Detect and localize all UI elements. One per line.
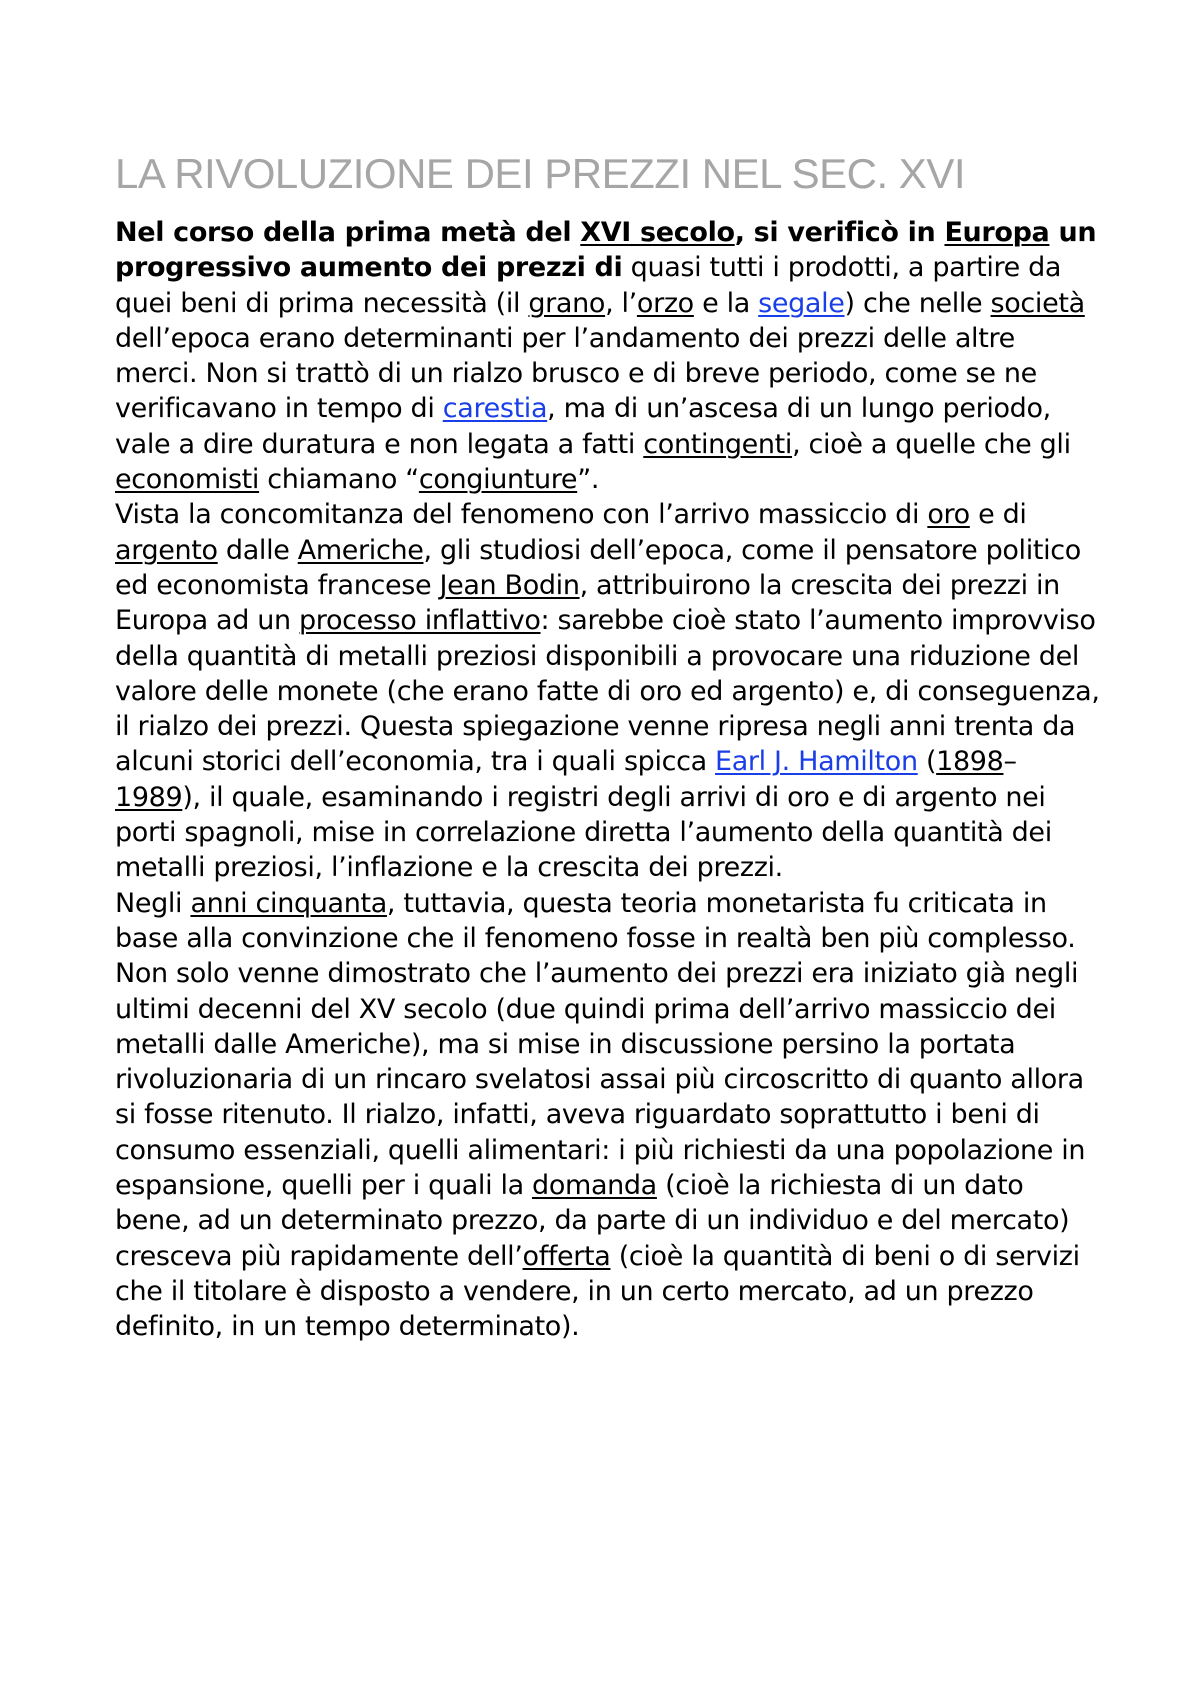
text-span: , attribuirono la crescita dei prezzi in Europa ad un: [115, 569, 1060, 637]
text-span: : sarebbe cioè stato l’aumento improvviso della quantità di metalli preziosi disponibili a provocare una riduzione del valore delle monete (che erano fatte di oro ed argento) e, di conseguenza, il rialzo dei prezzi. Questa spiegazione venne ripresa negli anni trenta da alcuni storici dell’economia, tra i quali spicca: [115, 605, 1100, 778]
text-span: , ma di un’ascesa di un lungo periodo, vale a dire duratura e non legata a fatti: [115, 393, 1051, 460]
text-span: –: [1003, 746, 1017, 778]
text-span: ) che nelle: [844, 287, 991, 319]
link-1989[interactable]: 1989: [115, 781, 183, 813]
text-span: , tuttavia, questa teoria monetarista fu criticata in base alla convinzione che il fenomeno fosse in realtà ben più complesso. Non solo venne dimostrato che l’aumento dei prezzi era iniziato già negli ultimi decenni del XV secolo (due quindi prima dell’arrivo massiccio dei metalli dalle Americhe), ma si mise in discussione persino la portata rivoluzionaria di un rincaro svelatosi assai più circoscritto di quanto allora si fosse ritenuto. Il rialzo, infatti, aveva riguardato soprattutto i beni di consumo essenziali, quelli alimentari: i più richiesti da una popolazione in espansione, quelli per i quali la: [115, 887, 1086, 1202]
link-societa[interactable]: società: [990, 287, 1085, 319]
text-span: quasi tutti i prodotti, a partire da quei beni di prima necessità (il: [115, 252, 1062, 319]
text-span: , gli studiosi dell’epoca, come il pensatore politico ed economista francese: [115, 534, 1081, 601]
paragraph-1: [115, 215, 1100, 497]
text-span: chiamano “: [259, 464, 419, 496]
text-span: , si verificò in: [734, 217, 945, 248]
link-orzo[interactable]: orzo: [636, 287, 694, 319]
text-span: (cioè la quantità di beni o di servizi che il titolare è disposto a vendere, in un certo mercato, ad un prezzo definito, in un tempo determinato).: [115, 1240, 1080, 1343]
link-1898[interactable]: 1898: [936, 746, 1004, 778]
link-carestia[interactable]: carestia: [442, 393, 548, 425]
text-span: dalle: [217, 534, 298, 566]
link-congiunture[interactable]: congiunture: [418, 464, 578, 496]
link-earl-hamilton[interactable]: Earl J. Hamilton: [715, 746, 918, 778]
text-span: dell’epoca erano determinanti per l’andamento dei prezzi delle altre merci. Non si trattò di un rialzo brusco e di breve periodo, come se ne verificavano in tempo di: [115, 322, 1037, 425]
link-americhe[interactable]: Americhe: [297, 534, 424, 566]
link-domanda[interactable]: domanda: [532, 1170, 657, 1202]
link-processo-inflattivo[interactable]: processo inflattivo: [299, 605, 541, 637]
text-span: ), il quale, esaminando i registri degli arrivi di oro e di argento nei porti spagnoli, mise in correlazione diretta l’aumento della quantità dei metalli preziosi, l’inflazione e la crescita dei prezzi.: [115, 781, 1052, 884]
text-span: e la: [693, 287, 759, 319]
link-oro[interactable]: oro: [927, 499, 970, 531]
link-grano[interactable]: grano: [528, 287, 606, 319]
text-span: ”.: [577, 464, 600, 496]
link-europa[interactable]: Europa: [944, 217, 1050, 248]
text-span: Nel corso della prima metà del: [115, 217, 581, 248]
text-span: , cioè a quelle che gli: [792, 428, 1071, 460]
text-span: (: [917, 746, 937, 778]
document-title: LA RIVOLUZIONE DEI PREZZI NEL SEC. XVI: [115, 150, 965, 197]
link-contingenti[interactable]: contingenti: [643, 428, 793, 460]
text-span: e di: [969, 499, 1027, 531]
document-body: [115, 215, 1100, 1345]
link-jean-bodin[interactable]: Jean Bodin: [439, 569, 580, 601]
link-segale[interactable]: segale: [758, 287, 845, 319]
text-span: Negli: [115, 887, 191, 919]
text-span: , l’: [605, 287, 637, 319]
link-economisti[interactable]: economisti: [115, 464, 260, 496]
link-xvi-secolo[interactable]: XVI secolo: [580, 217, 735, 248]
text-span: (cioè la richiesta di un dato bene, ad un determinato prezzo, da parte di un individuo e del mercato) cresceva più rapidamente dell’: [115, 1170, 1070, 1272]
text-span: Vista la concomitanza del fenomeno con l’arrivo massiccio di: [115, 499, 928, 531]
link-offerta[interactable]: offerta: [522, 1240, 611, 1272]
link-anni-cinquanta[interactable]: anni cinquanta: [190, 887, 387, 919]
paragraph-2: [115, 497, 1100, 885]
link-argento[interactable]: argento: [115, 534, 218, 566]
text-span: un progressivo aumento dei prezzi di: [115, 217, 1097, 284]
paragraph-3: [115, 886, 1100, 1345]
document-page: [115, 145, 1100, 1345]
